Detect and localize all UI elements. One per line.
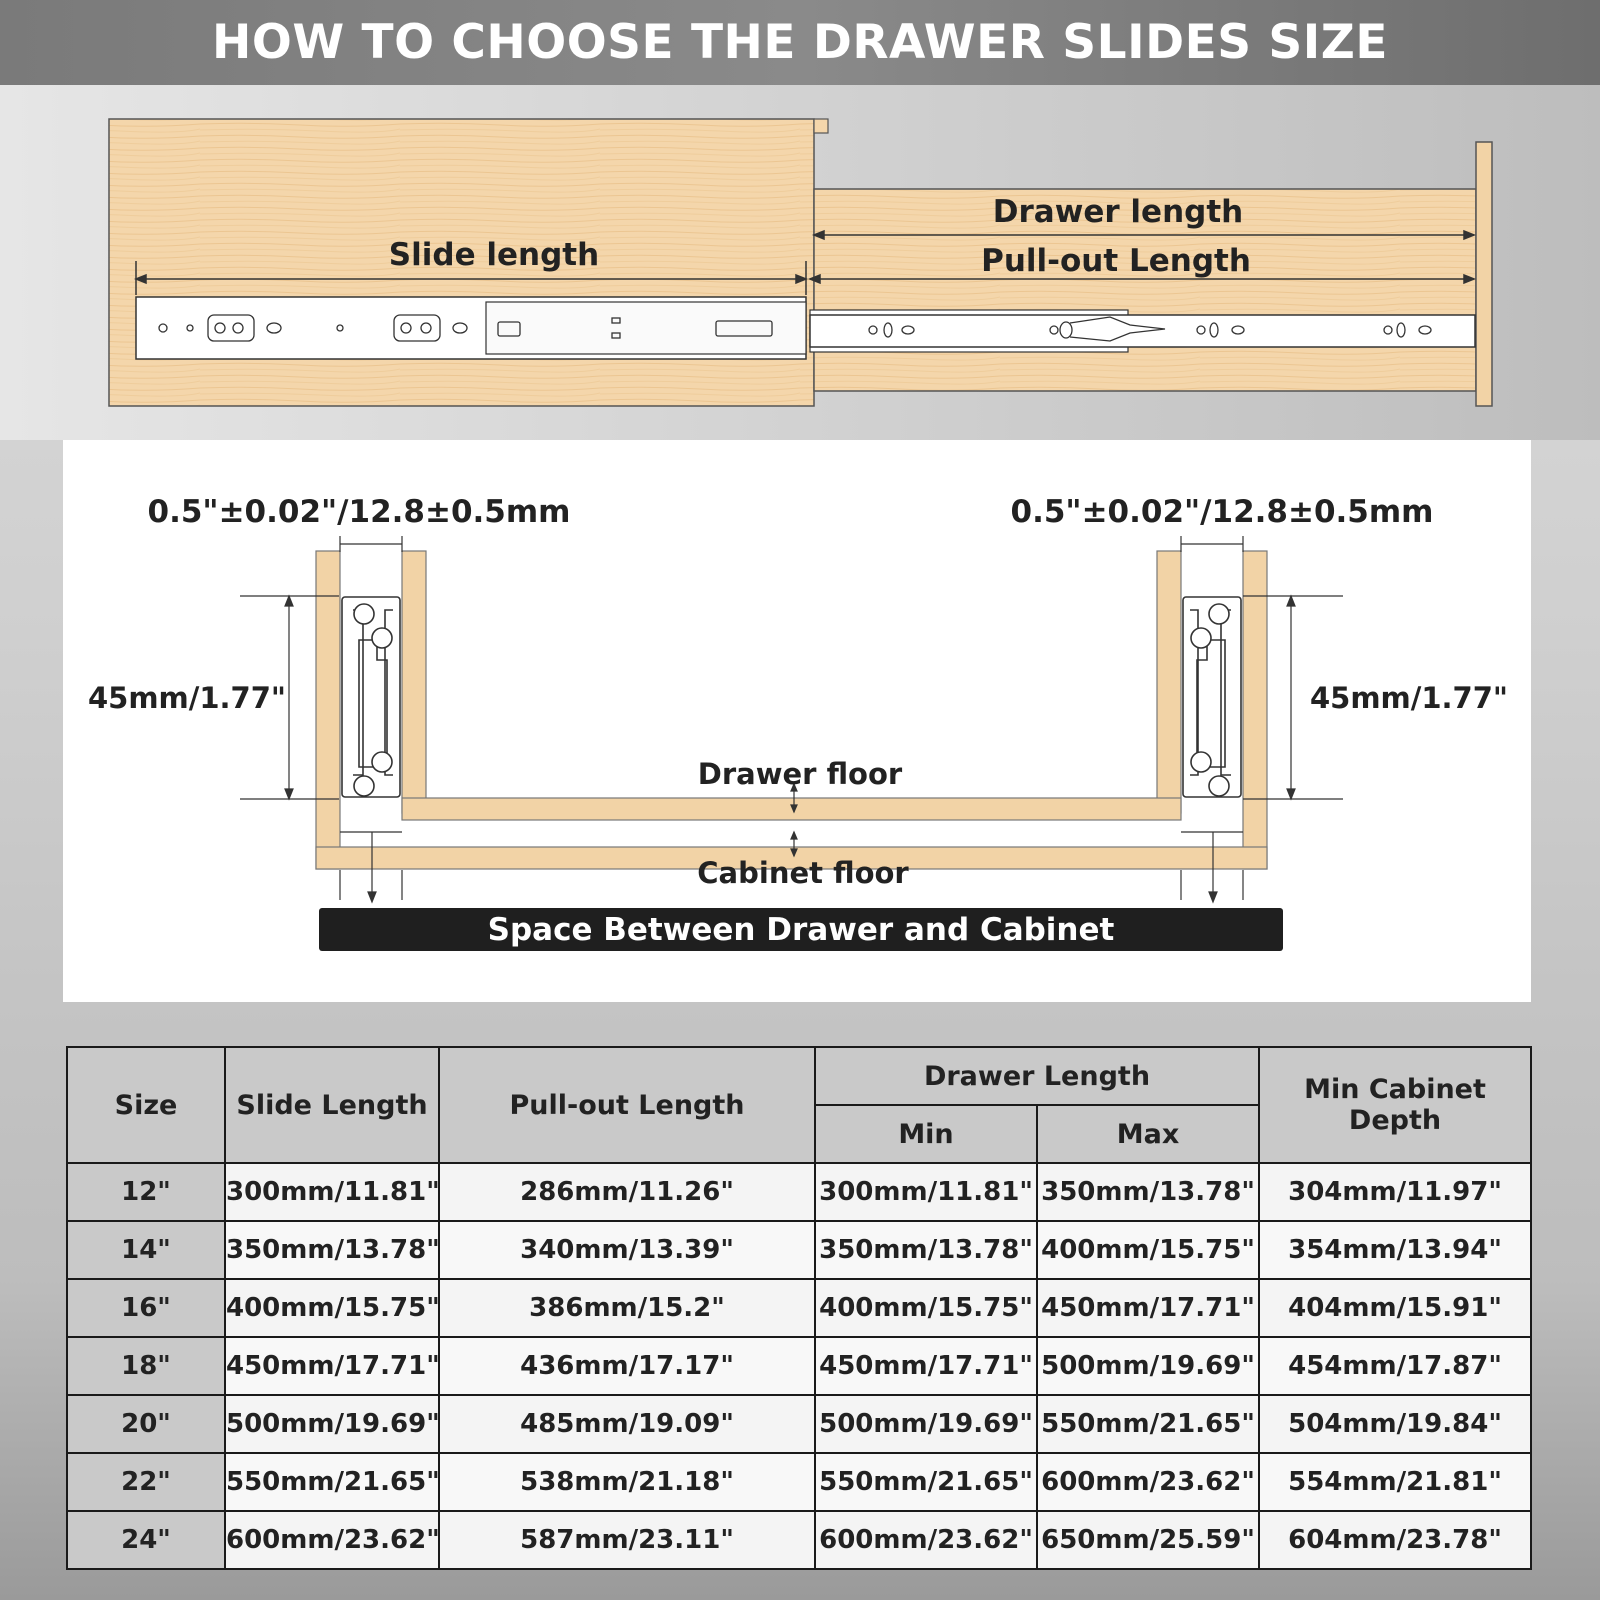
drawer-max-cell: 650mm/25.59" xyxy=(1037,1511,1259,1569)
drawer-length-label: Drawer length xyxy=(992,194,1244,230)
left-height-label: 45mm/1.77" xyxy=(87,681,287,715)
header-slide-length: Slide Length xyxy=(225,1047,439,1163)
left-slide-profile xyxy=(342,597,400,797)
drawer-min-cell: 500mm/19.69" xyxy=(815,1395,1037,1453)
slide-length-cell: 350mm/13.78" xyxy=(225,1221,439,1279)
table-row xyxy=(67,1453,1531,1511)
drawer-min-cell: 400mm/15.75" xyxy=(815,1279,1037,1337)
pullout-length-cell: 340mm/13.39" xyxy=(439,1221,815,1279)
middle-rail xyxy=(486,302,806,354)
drawer-min-cell: 600mm/23.62" xyxy=(815,1511,1037,1569)
size-cell: 12" xyxy=(67,1163,225,1221)
size-cell: 16" xyxy=(67,1279,225,1337)
right-gap-label: 0.5"±0.02"/12.8±0.5mm xyxy=(1010,494,1434,530)
pullout-length-cell: 386mm/15.2" xyxy=(439,1279,815,1337)
table-row xyxy=(67,1337,1531,1395)
drawer-floor-label: Drawer floor xyxy=(697,757,903,791)
size-cell: 24" xyxy=(67,1511,225,1569)
size-cell: 22" xyxy=(67,1453,225,1511)
slide-length-cell: 550mm/21.65" xyxy=(225,1453,439,1511)
pullout-length-cell: 587mm/23.11" xyxy=(439,1511,815,1569)
table-row xyxy=(67,1221,1531,1279)
drawer-max-cell: 400mm/15.75" xyxy=(1037,1221,1259,1279)
table-row xyxy=(67,1279,1531,1337)
drawer-max-cell: 600mm/23.62" xyxy=(1037,1453,1259,1511)
cabinet-depth-cell: 504mm/19.84" xyxy=(1259,1395,1531,1453)
pullout-length-cell: 485mm/19.09" xyxy=(439,1395,815,1453)
drawer-front xyxy=(1476,142,1492,406)
slide-length-cell: 400mm/15.75" xyxy=(225,1279,439,1337)
cabinet-walls xyxy=(316,551,1267,869)
drawer-min-cell: 300mm/11.81" xyxy=(815,1163,1037,1221)
cabinet-floor-label: Cabinet floor xyxy=(697,856,909,890)
left-gap-label: 0.5"±0.02"/12.8±0.5mm xyxy=(147,494,571,530)
slide-length-cell: 500mm/19.69" xyxy=(225,1395,439,1453)
pullout-length-label: Pull-out Length xyxy=(981,243,1251,279)
header-min: Min xyxy=(815,1105,1037,1163)
drawer-min-cell: 350mm/13.78" xyxy=(815,1221,1037,1279)
cabinet-depth-cell: 554mm/21.81" xyxy=(1259,1453,1531,1511)
cabinet-depth-cell: 404mm/15.91" xyxy=(1259,1279,1531,1337)
drawer-max-cell: 500mm/19.69" xyxy=(1037,1337,1259,1395)
header-drawer-length: Drawer Length xyxy=(815,1047,1259,1105)
side-view-diagram xyxy=(0,85,1600,440)
size-cell: 20" xyxy=(67,1395,225,1453)
header-pullout-length: Pull-out Length xyxy=(439,1047,815,1163)
pullout-length-cell: 286mm/11.26" xyxy=(439,1163,815,1221)
drawer-min-cell: 450mm/17.71" xyxy=(815,1337,1037,1395)
header-max: Max xyxy=(1037,1105,1259,1163)
cabinet-depth-cell: 454mm/17.87" xyxy=(1259,1337,1531,1395)
pullout-length-cell: 436mm/17.17" xyxy=(439,1337,815,1395)
page-title: HOW TO CHOOSE THE DRAWER SLIDES SIZE xyxy=(212,15,1388,70)
size-cell: 14" xyxy=(67,1221,225,1279)
cabinet-depth-cell: 304mm/11.97" xyxy=(1259,1163,1531,1221)
cabinet-depth-cell: 604mm/23.78" xyxy=(1259,1511,1531,1569)
slide-length-cell: 300mm/11.81" xyxy=(225,1163,439,1221)
space-between-label: Space Between Drawer and Cabinet xyxy=(319,908,1283,951)
cross-section-panel xyxy=(63,440,1531,1002)
title-banner xyxy=(0,0,1600,85)
side-view-area xyxy=(0,85,1600,440)
right-slide-profile xyxy=(1183,597,1241,797)
drawer-max-cell: 350mm/13.78" xyxy=(1037,1163,1259,1221)
table-row xyxy=(67,1395,1531,1453)
cabinet-lip xyxy=(814,119,828,133)
header-size: Size xyxy=(67,1047,225,1163)
drawer-max-cell: 450mm/17.71" xyxy=(1037,1279,1259,1337)
drawer-max-cell: 550mm/21.65" xyxy=(1037,1395,1259,1453)
table-row xyxy=(67,1511,1531,1569)
size-cell: 18" xyxy=(67,1337,225,1395)
drawer-min-cell: 550mm/21.65" xyxy=(815,1453,1037,1511)
cabinet-depth-cell: 354mm/13.94" xyxy=(1259,1221,1531,1279)
right-height-label: 45mm/1.77" xyxy=(1309,681,1509,715)
slide-length-label: Slide length xyxy=(388,237,600,273)
pullout-length-cell: 538mm/21.18" xyxy=(439,1453,815,1511)
table-row xyxy=(67,1163,1531,1221)
slide-length-cell: 600mm/23.62" xyxy=(225,1511,439,1569)
size-table xyxy=(66,1046,1532,1570)
header-min-cabinet-depth: Min Cabinet Depth xyxy=(1259,1047,1531,1163)
slide-length-cell: 450mm/17.71" xyxy=(225,1337,439,1395)
